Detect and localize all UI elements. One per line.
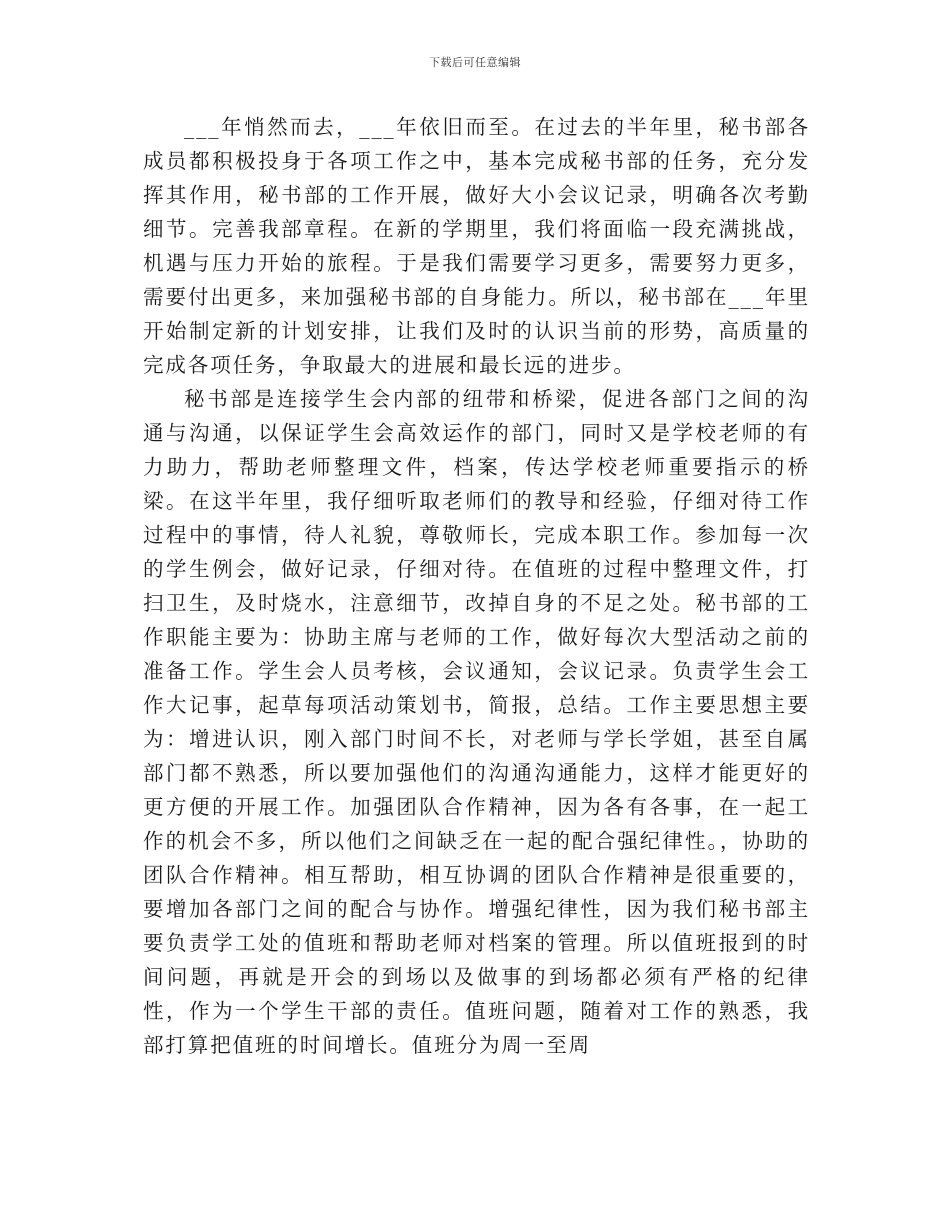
page-header: 下载后可任意编辑 bbox=[429, 56, 521, 69]
document-body bbox=[143, 110, 810, 1062]
paragraph-2: 秘书部是连接学生会内部的纽带和桥梁，促进各部门之间的沟通与沟通，以保证学生会高效运作的部门，同时又是学校老师的有力助力，帮助老师整理文件，档案，传达学校老师重要指示的桥梁。在这半年里，我仔细听取老师们的教导和经验，仔细对待工作过程中的事情，待人礼貌，尊敬师长，完成本职工作。参加每一次的学生例会，做好记录，仔细对待。在值班的过程中整理文件，打扫卫生，及时烧水，注意细节，改掉自身的不足之处。秘书部的工作职能主要为：协助主席与老师的工作，做好每次大型活动之前的准备工作。学生会人员考核，会议通知，会议记录。负责学生会工作大记事，起草每项活动策划书，简报，总结。工作主要思想主要为：增进认识，刚入部门时间不长，对老师与学长学姐，甚至自属部门都不熟悉，所以要加强他们的沟通沟通能力，这样才能更好的更方便的开展工作。加强团队合作精神，因为各有各事，在一起工作的机会不多，所以他们之间缺乏在一起的配合强纪律性。，协助的团队合作精神。相互帮助，相互协调的团队合作精神是很重要的，要增加各部门之间的配合与协作。增强纪律性，因为我们秘书部主要负责学工处的值班和帮助老师对档案的管理。所以值班报到的时间问题，再就是开会的到场以及做事的到场都必须有严格的纪律性，作为一个学生干部的责任。值班问题，随着对工作的熟悉，我部打算把值班的时间增长。值班分为周一至周 bbox=[143, 387, 810, 1057]
paragraph-1: ___年悄然而去，___年依旧而至。在过去的半年里，秘书部各成员都积极投身于各项工作之中，基本完成秘书部的任务，充分发挥其作用，秘书部的工作开展，做好大小会议记录，明确各次考勤细节。完善我部章程。在新的学期里，我们将面临一段充满挑战，机遇与压力开始的旅程。于是我们需要学习更多，需要努力更多，需要付出更多，来加强秘书部的自身能力。所以，秘书部在___年里开始制定新的计划安排，让我们及时的认识当前的形势，高质量的完成各项任务，争取最大的进展和最长远的进步。 bbox=[143, 115, 810, 377]
